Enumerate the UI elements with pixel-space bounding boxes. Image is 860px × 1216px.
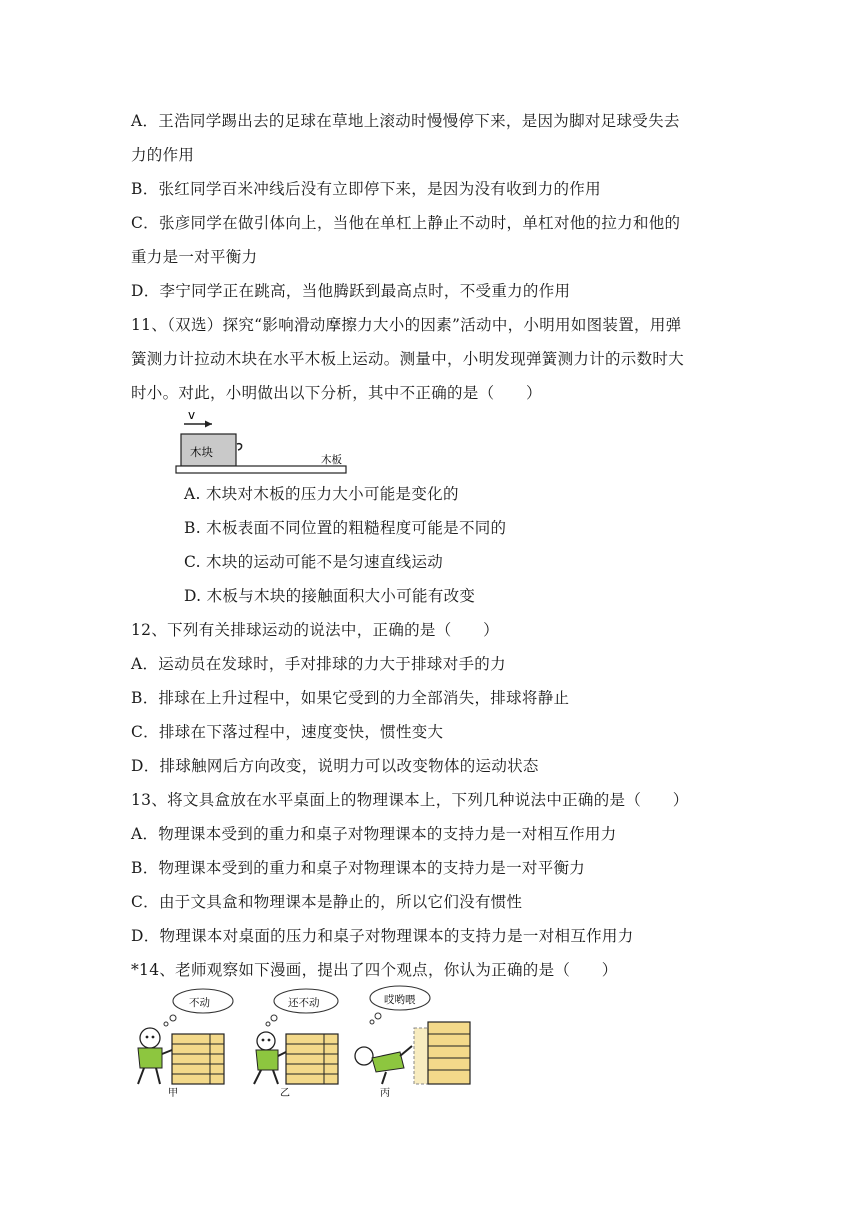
q12-option-c: C．排球在下落过程中，速度变快，惯性变大	[131, 723, 444, 741]
crate	[428, 1022, 470, 1084]
q14-cartoon-strip	[128, 984, 478, 1100]
q10-option-c-line1: C．张彦同学在做引体向上，当他在单杠上静止不动时，单杠对他的拉力和他的	[131, 214, 681, 232]
bubble-text: 哎哟喂	[384, 994, 416, 1006]
spring-scale-hook	[237, 444, 242, 450]
q13-stem: 13、将文具盒放在水平桌面上的物理课本上，下列几种说法中正确的是（ ）	[131, 791, 689, 809]
q11-option-d: D. 木板与木块的接触面积大小可能有改变	[184, 587, 476, 605]
board-label: 木板	[321, 454, 342, 466]
q14-stem: *14、老师观察如下漫画，提出了四个观点，你认为正确的是（ ）	[131, 961, 618, 979]
q10-option-c-line2: 重力是一对平衡力	[131, 248, 258, 266]
kid-arm	[278, 1052, 286, 1056]
bubble-text: 不动	[189, 997, 210, 1009]
bubble-text: 还不动	[288, 997, 320, 1009]
panel-caption: 丙	[380, 1088, 390, 1099]
velocity-arrow-head	[205, 421, 212, 428]
q11-option-b: B. 木板表面不同位置的粗糙程度可能是不同的	[184, 519, 507, 537]
q13-option-a: A．物理课本受到的重力和桌子对物理课本的支持力是一对相互作用力	[131, 825, 617, 843]
q11-option-c: C. 木块的运动可能不是匀速直线运动	[184, 553, 444, 571]
q12-stem: 12、下列有关排球运动的说法中，正确的是（ ）	[131, 621, 499, 639]
crate	[172, 1034, 224, 1084]
panel-caption: 甲	[168, 1088, 178, 1099]
q11-stem-line2: 簧测力计拉动木块在水平木板上运动。测量中，小明发现弹簧测力计的示数时大	[131, 350, 685, 368]
q13-option-d: D．物理课本对桌面的压力和桌子对物理课本的支持力是一对相互作用力	[131, 927, 634, 945]
kid-head	[140, 1028, 160, 1048]
q10-option-a-line2: 力的作用	[131, 146, 195, 164]
q11-figure-block-on-board	[170, 404, 360, 476]
q12-option-a: A．运动员在发球时，手对排球的力大于排球对手的力	[131, 655, 506, 673]
q10-option-a-line1: A．王浩同学踢出去的足球在草地上滚动时慢慢停下来，是因为脚对足球受失去	[131, 112, 680, 130]
velocity-label: v	[188, 408, 196, 422]
q13-option-c: C．由于文具盒和物理课本是静止的，所以它们没有惯性	[131, 893, 523, 911]
wooden-board	[176, 466, 346, 473]
block-label: 木块	[190, 445, 213, 459]
panel-caption: 乙	[280, 1088, 290, 1099]
kid-arm	[162, 1050, 172, 1054]
q10-option-d: D．李宁同学正在跳高，当他腾跃到最高点时，不受重力的作用	[131, 282, 571, 300]
crate	[286, 1034, 338, 1084]
kid-body-falling	[372, 1052, 404, 1072]
q13-option-b: B．物理课本受到的重力和桌子对物理课本的支持力是一对平衡力	[131, 859, 586, 877]
q12-option-b: B．排球在上升过程中，如果它受到的力全部消失，排球将静止	[131, 689, 570, 707]
kid-head	[355, 1047, 373, 1065]
kid-head	[257, 1032, 275, 1050]
q10-option-b: B．张红同学百米冲线后没有立即停下来，是因为没有收到力的作用	[131, 180, 601, 198]
q12-option-d: D．排球触网后方向改变，说明力可以改变物体的运动状态	[131, 757, 539, 775]
kid-body	[256, 1050, 278, 1070]
q11-stem-line1: 11、（双选）探究“影响滑动摩擦力大小的因素”活动中，小明用如图装置，用弹	[131, 316, 682, 334]
cartoon-panel-bing	[355, 986, 470, 1099]
cartoon-panel-jia	[138, 989, 233, 1099]
kid-body	[138, 1048, 162, 1068]
q11-stem-line3: 时小。对此，小明做出以下分析，其中不正确的是（ ）	[131, 384, 542, 402]
cartoon-panel-yi	[254, 989, 338, 1099]
q11-option-a: A. 木块对木板的压力大小可能是变化的	[184, 485, 459, 503]
